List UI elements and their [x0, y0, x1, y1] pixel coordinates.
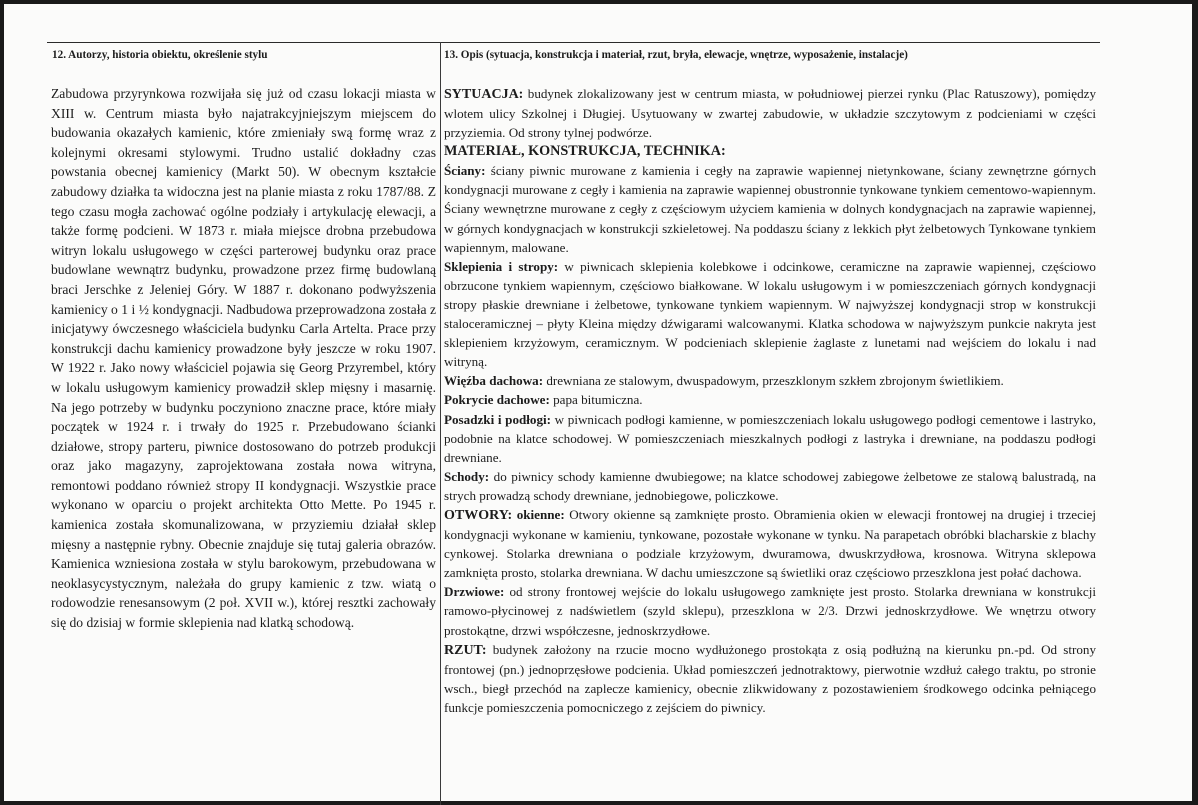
openings-paragraph	[444, 505, 1096, 582]
situation-paragraph	[444, 84, 1096, 142]
section-heading-authors-history: 12. Autorzy, historia obiektu, określenie stylu	[52, 49, 268, 61]
walls-text: ściany piwnic murowane z kamienia i cegły na zaprawie wapiennej nietynkowane, ściany zewnętrzne górnych kondygnacji murowane z cegły i kamienia na zaprawie wapiennej obustronnie tynkowane tynkiem cementowo-wapiennym. Ściany wewnętrzne murowane z cegły z częściowym użyciem kamienia w dolnych kondygnacjach na zaprawie wapiennej, w górnych kondygnacjach w konstrukcji szkieletowej. Na poddaszu ściany z lekkich płyt żelbetowych Tynkowane tynkiem wapiennym, malowane.	[444, 163, 1096, 255]
roof-cover-label: Pokrycie dachowe:	[444, 392, 550, 408]
roof-cover-paragraph	[444, 390, 1096, 409]
floors-paragraph	[444, 410, 1096, 467]
vaults-label: Sklepienia i stropy:	[444, 258, 559, 274]
roof-truss-text: drewniana ze stalowym, dwuspadowym, przeszklonym szkłem zbrojonym świetlikiem.	[543, 373, 1004, 389]
description-section	[444, 43, 1096, 717]
openings-text: Otwory okienne są zamknięte prosto. Obramienia okien w elewacji frontowej na drugiej i trzeciej kondygnacji wykonane w kamieniu, tynkowane, pozostałe wykonane w tynku. Na parapetach obróbki blacharskie z blachy cynkowej. Stolarka drewniana o podziale krzyżowym, dwuramowa, dwuskrzydłowa, krosnowa. Witryna sklepowa zamknięta prosto, stolarka drewniana. W dachu umieszczone są świetliki oraz częściowo przeszklona jest połać dachowa.	[444, 506, 1096, 581]
doors-paragraph	[444, 582, 1096, 639]
floors-label: Posadzki i podłogi:	[444, 411, 552, 427]
column-divider	[440, 42, 441, 805]
roof-truss-label: Więźba dachowa:	[444, 373, 544, 389]
description-body	[444, 84, 1096, 717]
vaults-paragraph	[444, 257, 1096, 372]
openings-window-sublabel: okienne:	[512, 506, 565, 522]
stairs-paragraph	[444, 467, 1096, 505]
doors-text: od strony frontowej wejście do lokalu usługowego zamknięte jest prosto. Stolarka drewniana w konstrukcji ramowo-płycinowej z nadświetlem (szyld sklepu), przeszklona w 2/3. Drzwi jednoskrzydłowe. We wnętrzu otwory prostokątne, drzwi współczesne, jednoskrzydłowe.	[444, 584, 1096, 638]
material-construction-heading: MATERIAŁ, KONSTRUKCJA, TECHNIKA:	[444, 143, 726, 160]
roof-cover-text: papa bitumiczna.	[549, 392, 643, 408]
history-body-text: Zabudowa przyrynkowa rozwijała się już od czasu lokacji miasta w XIII w. Centrum miasta było najatrakcyjniejszym miejscem do budowania okazałych kamienic, które zmieniały swą formę wraz z kolejnymi okresami stylowymi. Trudno ustalić dokładny czas powstania obecnej kamienicy (Markt 50). W obecnym kształcie zabudowy działka ta widoczna jest na planie miasta z roku 1787/88. Z tego czasu mogła zachować ogólne podziały i artykulację elewacji, a także formę podcieni. W 1873 r. miała miejsce drobna przebudowa witryn lokalu usługowego w części parterowej budynku oraz prace budowlane wewnątrz budynku, prowadzone przez firmę budowlaną braci Jerschke z Jeleniej Góry. W 1887 r. dokonano podwyższenia kamienicy o 1 i ½ kondygnacji. Nadbudowa przeprowadzona została z inicjatywy ówczesnego właściciela budynku Carla Artelta. Prace przy konstrukcji dachu kamienicy prowadzone były jeszcze w roku 1907. W 1922 r. Jako nowy właściciel pojawia się Georg Przyrembel, który w lokalu usługowym kamienicy prowadził sklep mięsny i masarnię. Na jego potrzeby w budynku poczyniono znaczne prace, które miały początek w 1924 r. i trwały do 1925 r. Przebudowano ścianki działowe, stropy parteru, piwnice dostosowano do potrzeb produkcji oraz jako magazyny, zaprojektowana została nowa witryna, remontowi poddano również stropy II kondygnacji. Wszystkie prace wykonano w oparciu o projekt architekta Otto Mette. Po 1945 r. kamienica została skomunalizowana, w przyziemiu działał sklep mięsny a następnie rybny. Obecnie znajduje się tutaj galeria obrazów. Kamienica wzniesiona została w stylu barokowym, przebudowana w neoklasycystycznym, należała do grupy kamienic z tzw. wiatą o rodowodzie renesansowym (2 poł. XVII w.), której resztki zachowały się do dzisiaj w formie sklepienia nad klatką schodową.	[51, 86, 436, 631]
doors-label: Drzwiowe:	[444, 584, 505, 600]
plan-text: budynek założony na rzucie mocno wydłużonego prostokąta z osią podłużną na kierunku pn.-pd. Od strony frontowej (pn.) jednoprzęsłowe podcienia. Układ pomieszczeń jednotraktowy, pierwotnie wzdłuż całego traktu, po stronie wsch., biegł przechód na zaplecze kamienicy, obecnie zlikwidowany z pozostawieniem środkowego odcinka pełniącego funkcje pomieszczenia pomocniczego z zejściem do piwnicy.	[444, 641, 1096, 715]
roof-truss-paragraph	[444, 371, 1096, 390]
plan-paragraph	[444, 640, 1096, 717]
floors-text: w piwnicach podłogi kamienne, w pomieszczeniach lokalu usługowego podłogi cementowe i lastryko, podobnie na klatce schodowej. W pomieszczeniach mieszkalnych podłogi z lastryka i drewniane, na poddaszu podłogi drewniane.	[444, 411, 1097, 465]
scanned-form-page	[4, 4, 1192, 801]
walls-label: Ściany:	[444, 163, 486, 179]
section-heading-description: 13. Opis (sytuacja, konstrukcja i materiał, rzut, bryła, elewacje, wnętrze, wyposażenie, instalacje)	[444, 49, 908, 61]
history-section	[50, 43, 436, 633]
walls-paragraph	[444, 161, 1096, 256]
situation-text: budynek zlokalizowany jest w centrum miasta, w południowej pierzei rynku (Plac Ratuszowy), pomiędzy wlotem ulicy Szkolnej i Długiej. Usytuowany w zwartej zabudowie, w układzie szczytowym z podcieniami w części przyziemia. Od strony tylnej podwórze.	[444, 86, 1096, 141]
vaults-text: w piwnicach sklepienia kolebkowe i odcinkowe, ceramiczne na zaprawie wapiennej, częściowo obrzucone tynkiem wapiennym, częściowo białkowane. W lokalu usługowym i w pomieszczeniach górnych kondygnacji stropy płaskie drewniane i żelbetowe, tynkowane tynkiem wapiennym. W najwyższej kondygnacji strop w konstrukcji staloceramicznej – płyty Kleina między dźwigarami walcowanymi. Klatka schodowa w najwyższym punkcie nakryta jest sklepieniem krzyżowym, ceramicznym. W podcieniach sklepienie żaglaste z lunetami nad wejściem do lokalu i nad witryną.	[444, 258, 1096, 370]
stairs-text: do piwnicy schody kamienne dwubiegowe; na klatce schodowej zabiegowe żelbetowe ze stalową balustradą, na strych prowadzą schody drewniane, jednobiegowe, policzkowe.	[444, 468, 1096, 503]
plan-label: RZUT:	[444, 642, 487, 658]
stairs-label: Schody:	[444, 468, 490, 484]
openings-label: OTWORY:	[444, 507, 513, 523]
situation-label: SYTUACJA:	[444, 87, 524, 102]
